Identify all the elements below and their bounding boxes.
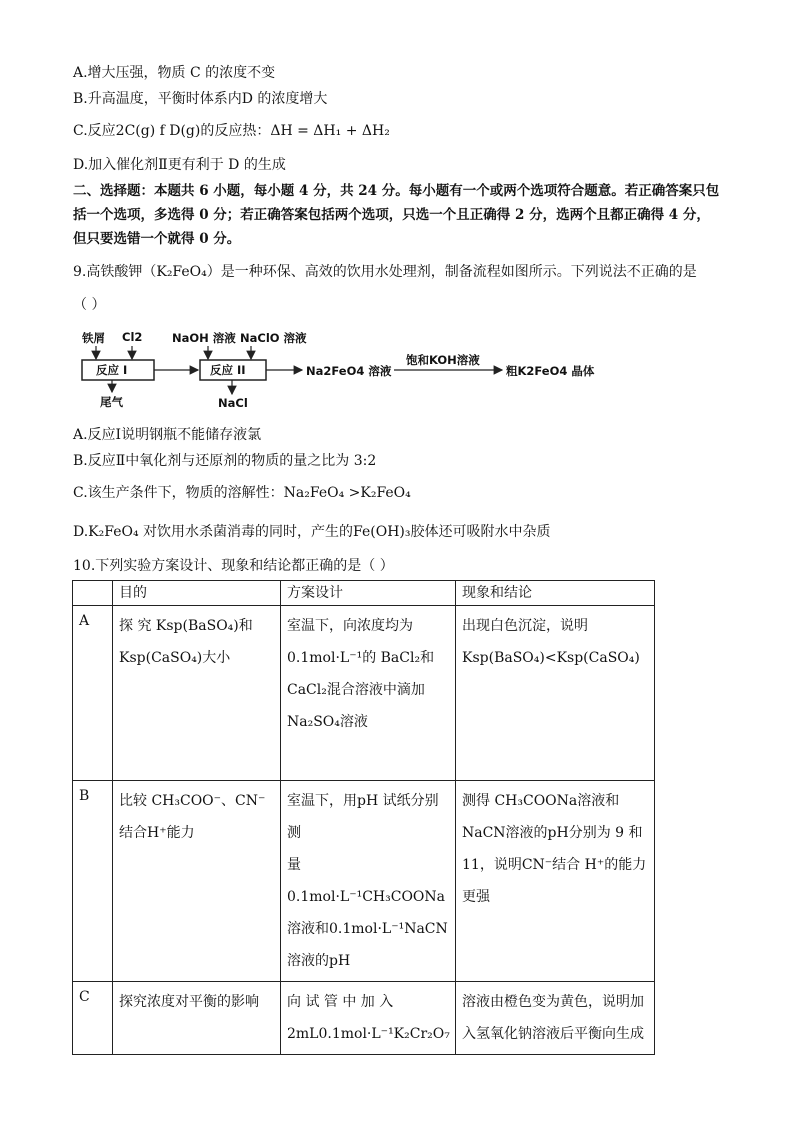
flow-reagent-koh: 饱和KOH溶液 [406,353,480,367]
flow-box2-label: 反应 II [210,363,246,377]
text-line: 测得 CH₃COONa溶液和 [462,793,620,809]
text-line: 结合H⁺能力 [119,825,195,841]
row-label: C [73,982,113,1055]
table-row-b [73,781,655,982]
text-line: 溶液和0.1mol·L⁻¹NaCN [287,921,448,937]
q10-stem: 10.下列实验方案设计、现象和结论都正确的是（ ） [73,558,394,574]
flow-final-product: 粗K2FeO4 晶体 [506,364,595,378]
q8-option-a: A.增大压强，物质 C 的浓度不变 [73,65,276,81]
header-cell-design: 方案设计 [281,581,456,606]
row-result [456,982,655,1055]
text-line: 探究浓度对平衡的影响 [119,994,259,1010]
section2-line3: 但只要选错一个就得 0 分。 [73,231,241,247]
table-row-c [73,982,655,1055]
row-result [456,781,655,982]
text-line: Ksp(BaSO₄)<Ksp(CaSO₄) [462,650,640,666]
q9-option-a: A.反应Ⅰ说明钢瓶不能储存液氯 [73,427,262,443]
text-line: 更强 [462,889,490,905]
header-cell-purpose: 目的 [113,581,281,606]
section2-line1: 二、选择题：本题共 6 小题，每小题 4 分，共 24 分。每小题有一个或两个选项符合题意。若正确答案只包 [73,183,720,199]
text-line: 比较 CH₃COO⁻、CN⁻ [119,793,266,809]
text-line: NaCN溶液的pH分别为 9 和 [462,825,643,841]
text-line: CaCl₂混合溶液中滴加 [287,682,425,698]
q9-stem-line1: 9.高铁酸钾（K₂FeO₄）是一种环保、高效的饮用水处理剂，制备流程如图所示。下列说法不正确的是 [73,264,697,280]
text-line: Na₂SO₄溶液 [287,714,368,730]
text-line: 0.1mol·L⁻¹的 BaCl₂和 [287,650,435,666]
header-cell-empty [73,581,113,606]
q8-option-d: D.加入催化剂Ⅱ更有利于 D 的生成 [73,157,286,173]
text-line: 室温下，向浓度均为 [287,618,413,634]
text-line: Ksp(CaSO₄)大小 [119,650,231,666]
flow-output-nacl: NaCl [218,396,248,410]
text-line: 向 试 管 中 加 入 [287,994,394,1010]
q9-option-d: D.K₂FeO₄ 对饮用水杀菌消毒的同时，产生的Fe(OH)₃胶体还可吸附水中杂质 [73,524,551,540]
text-line: 室温下，用pH 试纸分别测 [287,793,439,841]
row-design [281,982,456,1055]
flow-input-naoh: NaOH 溶液 [172,331,236,345]
row-label: A [73,606,113,781]
flow-box1-label: 反应 I [96,363,128,377]
text-line: 11，说明CN⁻结合 H⁺的能力 [462,857,647,873]
table-row-a [73,606,655,781]
row-purpose [113,982,281,1055]
q8-option-b: B.升高温度，平衡时体系内D 的浓度增大 [73,91,328,107]
row-purpose [113,606,281,781]
q10-table [72,580,655,1055]
flow-input-iron: 铁屑 [82,331,105,345]
q9-option-b: B.反应Ⅱ中氧化剂与还原剂的物质的量之比为 3:2 [73,453,377,469]
text-line: 溶液由橙色变为黄色，说明加 [462,994,644,1010]
text-line: 量 [287,857,301,873]
flow-output-tailgas: 尾气 [100,395,123,409]
text-line: 出现白色沉淀，说明 [462,618,588,634]
row-label: B [73,781,113,982]
row-design [281,781,456,982]
text-line: 探 究 Ksp(BaSO₄)和 [119,618,253,634]
text-line: 溶液的pH [287,953,351,969]
table-header-row [73,581,655,606]
flow-input-cl2: Cl2 [122,330,143,344]
row-purpose [113,781,281,982]
q8-option-c: C.反应2C(g) f D(g)的反应热：ΔH = ΔH₁ + ΔH₂ [73,123,390,139]
q9-flow-diagram [76,330,616,412]
flow-mid-product: Na2FeO4 溶液 [306,364,392,378]
text-line: 2mL0.1mol·L⁻¹K₂Cr₂O₇ [287,1026,450,1042]
header-cell-result: 现象和结论 [456,581,655,606]
row-design [281,606,456,781]
text-line: 0.1mol·L⁻¹CH₃COONa [287,889,445,905]
section2-line2: 括一个选项，多选得 0 分；若正确答案包括两个选项，只选一个且正确得 2 分，选两个且都正确得 4 分， [73,207,710,223]
row-result [456,606,655,781]
q9-stem-line2: （ ） [73,297,106,313]
q9-option-c: C.该生产条件下，物质的溶解性：Na₂FeO₄ >K₂FeO₄ [73,485,411,501]
flow-input-naclo: NaClO 溶液 [240,331,307,345]
text-line: 入氢氧化钠溶液后平衡向生成 [462,1026,644,1042]
